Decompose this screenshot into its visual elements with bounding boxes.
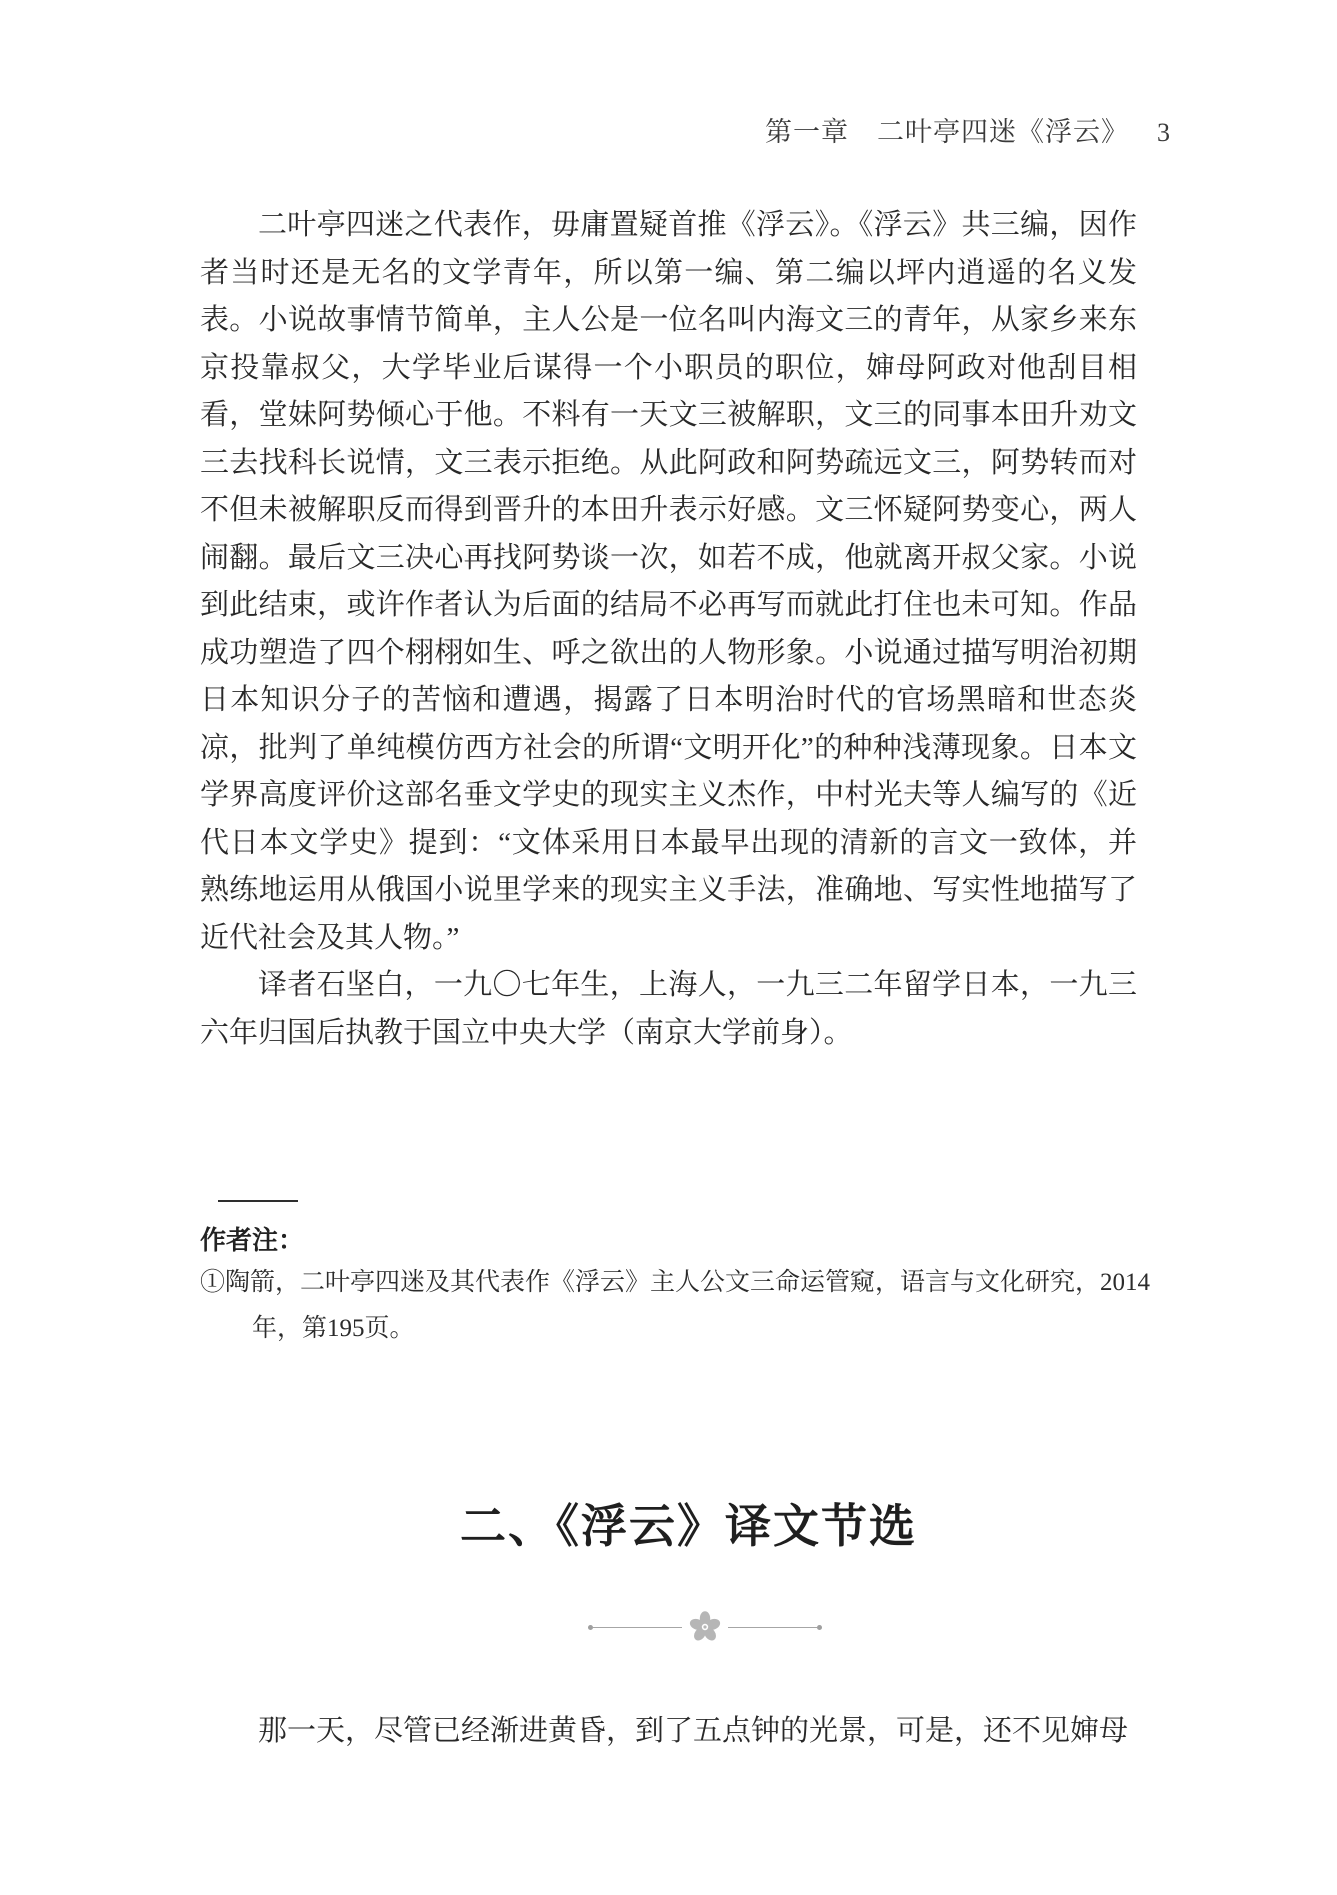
main-text-block bbox=[200, 202, 1137, 1057]
footnote-item: ①陶箭，二叶亭四迷及其代表作《浮云》主人公文三命运管窥，语言与文化研究，2014年，第195页。 bbox=[200, 1269, 1151, 1342]
running-header bbox=[200, 110, 1170, 149]
section-heading: 二、《浮云》译文节选 bbox=[460, 1501, 917, 1552]
body-paragraph: 二叶亭四迷之代表作，毋庸置疑首推《浮云》。《浮云》共三编，因作者当时还是无名的文学青年，所以第一编、第二编以坪内逍遥的名义发表。小说故事情节简单，主人公是一位名叫内海文三的青年，从家乡来东京投靠叔父，大学毕业后谋得一个小职员的职位，婶母阿政对他刮目相看，堂妹阿势倾心于他。不料有一天文三被解职，文三的同事本田升劝文三去找科长说情，文三表示拒绝。从此阿政和阿势疏远文三，阿势转而对不但未被解职反而得到晋升的本田升表示好感。文三怀疑阿势变心，两人闹翻。最后文三决心再找阿势谈一次，如若不成，他就离开叔父家。小说到此结束，或许作者认为后面的结局不必再写而就此打住也未可知。作品成功塑造了四个栩栩如生、呼之欲出的人物形象。小说通过描写明治初期日本知识分子的苦恼和遭遇，揭露了日本明治时代的官场黑暗和世态炎凉，批判了单纯模仿西方社会的所谓“文明开化”的种种浅薄现象。日本文学界高度评价这部名垂文学史的现实主义杰作，中村光夫等人编写的《近代日本文学史》提到：“文体采用日本最早出现的清新的言文一致体，并熟练地运用从俄国小说里学来的现实主义手法，准确地、写实性地描写了近代社会及其人物。” bbox=[200, 209, 1137, 954]
footnote-label: 作者注： bbox=[200, 1226, 305, 1255]
excerpt-text-block bbox=[200, 1708, 1137, 1756]
ornament-right-dot bbox=[817, 1625, 822, 1630]
footnote-divider bbox=[218, 1200, 298, 1202]
ornament-right-line bbox=[728, 1627, 817, 1628]
excerpt-paragraph: 那一天，尽管已经渐进黄昏，到了五点钟的光景，可是，还不见婶母 bbox=[258, 1715, 1129, 1747]
running-header-title: 第一章 二叶亭四迷《浮云》 bbox=[765, 117, 1129, 147]
flower-icon bbox=[688, 1610, 722, 1644]
body-paragraph: 译者石坚白，一九〇七年生，上海人，一九三二年留学日本，一九三六年归国后执教于国立中央大学（南京大学前身）。 bbox=[200, 969, 1137, 1049]
page-number: 3 bbox=[1157, 118, 1170, 147]
ornament-left-line bbox=[593, 1627, 682, 1628]
footnote-list bbox=[200, 1260, 1150, 1352]
ornament-divider bbox=[588, 1608, 822, 1646]
